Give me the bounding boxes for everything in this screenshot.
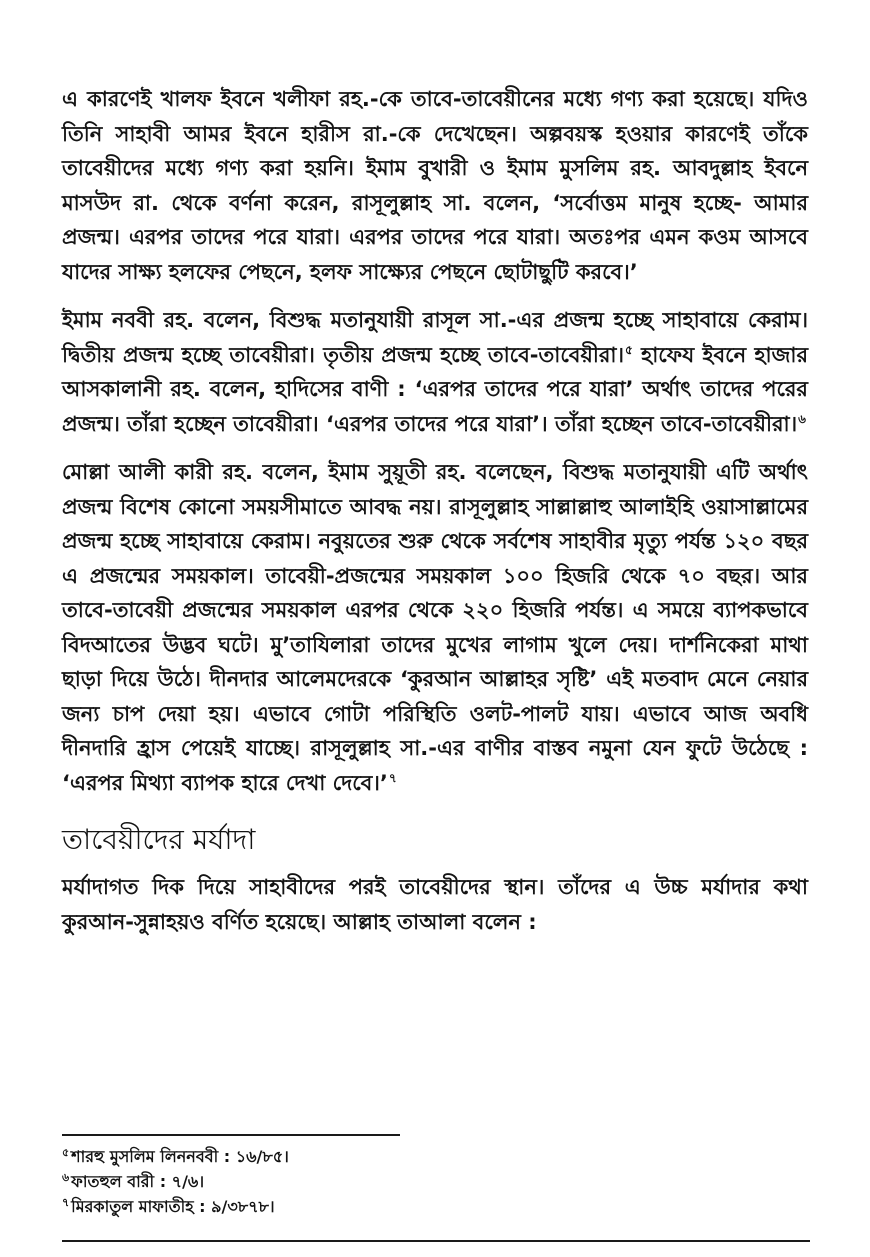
paragraph-2-text-b: হাফেয ইবনে হাজার আসকালানী রহ. বলেন, হাদিসের বাণী : ‘এরপর তাদের পরে যারা’ অর্থাৎ তাদের পরের প্রজন্ম। তাঁরা হচ্ছেন তাবেয়ীরা। ‘এরপর তাদের পরে যারা’। তাঁরা হচ্ছেন তাবে-তাবেয়ীরা। (62, 342, 808, 436)
footnote-7-number: ৭ (62, 1195, 70, 1209)
paragraph-2-text-a: ইমাম নববী রহ. বলেন, বিশুদ্ধ মতানুযায়ী রাসূল সা.-এর প্রজন্ম হচ্ছে সাহাবায়ে কেরাম। দ্বিতীয় প্রজন্ম হচ্ছে তাবেয়ীরা। তৃতীয় প্রজন্ম হচ্ছে তাবে-তাবেয়ীরা। (62, 308, 808, 367)
paragraph-3 (62, 455, 808, 800)
paragraph-1-text: এ কারণেই খালফ ইবনে খলীফা রহ.-কে তাবে-তাবেয়ীনের মধ্যে গণ্য করা হয়েছে। যদিও তিনি সাহাবী আমর ইবনে হারীস রা.-কে দেখেছেন। অল্পবয়স্ক হওয়ার কারণেই তাঁকে তাবেয়ীদের মধ্যে গণ্য করা হয়নি। ইমাম বুখারী ও ইমাম মুসলিম রহ. আবদুল্লাহ ইবনে মাসউদ রা. থেকে বর্ণনা করেন, রাসূলুল্লাহ সা. বলেন, ‘সর্বোত্তম মানুষ হচ্ছে- আমার প্রজন্ম। এরপর তাদের পরে যারা। এরপর তাদের পরে যারা। অতঃপর এমন কওম আসবে যাদের সাক্ষ্য হলফের পেছনে, হলফ সাক্ষ্যের পেছনে ছোটাছুটি করবে।’ (62, 87, 808, 284)
footnote-6-text: ফাতহুল বারী : ৭/৬। (71, 1172, 205, 1191)
section-heading: তাবেয়ীদের মর্যাদা (62, 823, 256, 856)
footnote-6-number: ৬ (62, 1170, 70, 1184)
paragraph-1 (62, 82, 808, 289)
footnote-6 (62, 1169, 802, 1194)
footnote-5 (62, 1144, 802, 1169)
section-paragraph-text: মর্যাদাগত দিক দিয়ে সাহাবীদের পরই তাবেয়ীদের স্থান। তাঁদের এ উচ্চ মর্যাদার কথা কুরআন-সুন্নাহয়ও বর্ণিত হয়েছে। আল্লাহ তাআলা বলেন : (62, 875, 808, 934)
paragraph-3-text: মোল্লা আলী কারী রহ. বলেন, ইমাম সুয়ূতী রহ. বলেছেন, বিশুদ্ধ মতানুযায়ী এটি অর্থাৎ প্রজন্ম বিশেষ কোনো সময়সীমাতে আবদ্ধ নয়। রাসূলুল্লাহ সাল্লাল্লাহু আলাইহি ওয়াসাল্লামের প্রজন্ম হচ্ছে সাহাবায়ে কেরাম। নবুয়তের শুরু থেকে সর্বশেষ সাহাবীর মৃত্যু পর্যন্ত ১২০ বছর এ প্রজন্মের সময়কাল। তাবেয়ী-প্রজন্মের সময়কাল ১০০ হিজরি থেকে ৭০ বছর। আর তাবে-তাবেয়ী প্রজন্মের সময়কাল এরপর থেকে ২২০ হিজরি পর্যন্ত। এ সময়ে ব্যাপকভাবে বিদআতের উদ্ভব ঘটে। মু’তাযিলারা তাদের মুখের লাগাম খুলে দেয়। দার্শনিকেরা মাথা ছাড়া দিয়ে উঠে। দীনদার আলেমদেরকে ‘কুরআন আল্লাহর সৃষ্টি’ এই মতবাদ মেনে নেয়ার জন্য চাপ দেয়া হয়। এভাবে গোটা পরিস্থিতি ওলট-পালট যায়। এভাবে আজ অবধি দীনদারি হ্রাস পেয়েই যাচ্ছে। রাসূলুল্লাহ সা.-এর বাণীর বাস্তব নমুনা যেন ফুটে উঠেছে : ‘এরপর মিথ্যা ব্যাপক হারে দেখা দেবে।’ (62, 460, 808, 795)
section-paragraph (62, 870, 808, 939)
footnote-5-text: শারহু মুসলিম লিননববী : ১৬/৮৫। (71, 1147, 289, 1166)
page-bottom-rule (62, 1240, 810, 1242)
footnote-7-text: মিরকাতুল মাফাতীহ : ৯/৩৮৭৮। (71, 1197, 275, 1216)
paragraph-2 (62, 303, 808, 441)
footnotes (62, 1144, 802, 1219)
footnote-7 (62, 1194, 802, 1219)
footnote-ref-5[interactable]: ৫ (625, 342, 633, 357)
footnote-ref-7[interactable]: ৭ (388, 770, 397, 785)
footnote-ref-6[interactable]: ৬ (798, 411, 806, 426)
footnote-divider (62, 1134, 400, 1136)
footnote-5-number: ৫ (62, 1145, 70, 1159)
